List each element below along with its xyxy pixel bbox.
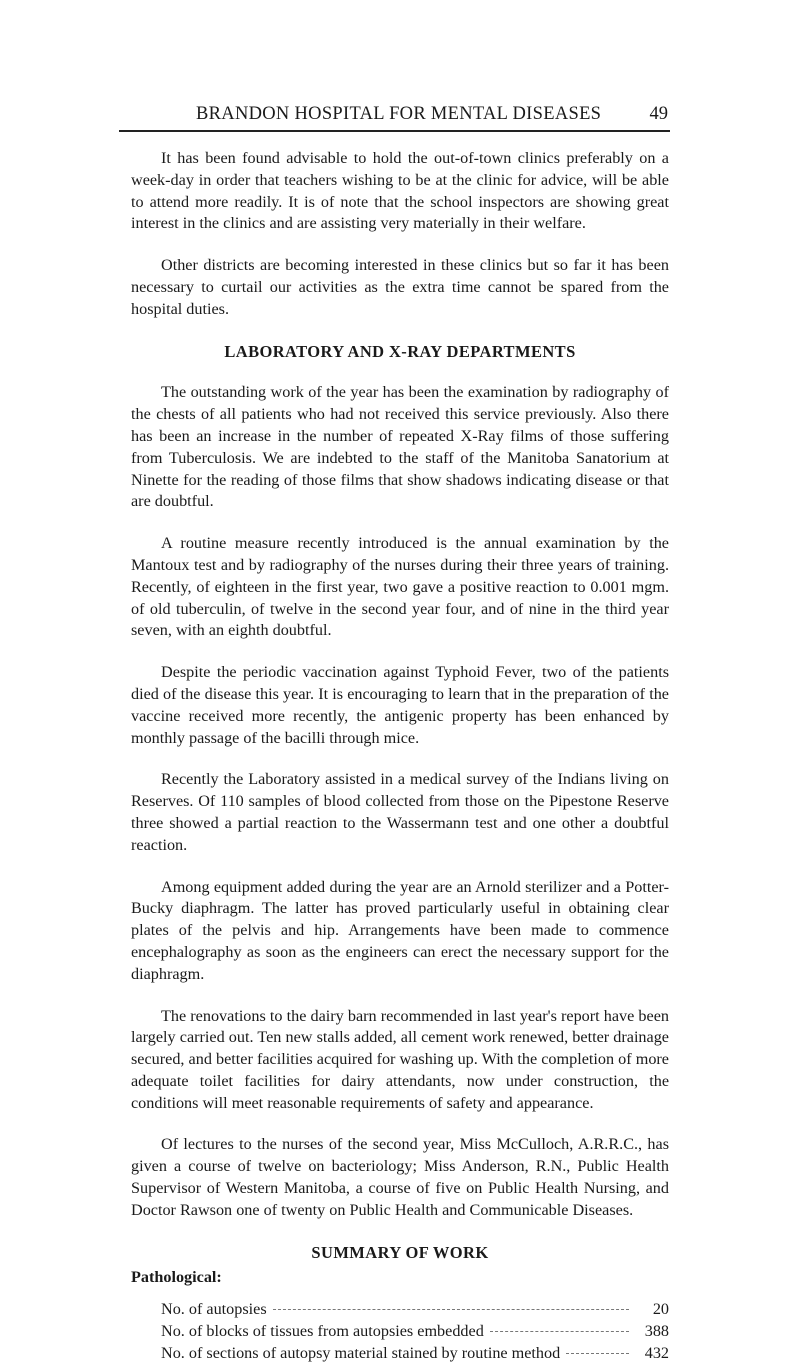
paragraph: Among equipment added during the year are an Arnold sterilizer and a Potter-Bucky diaphragm. The latter has proved particularly useful in obtaining clear plates of the pelvis and hip. Arrangements have been made to commence encephalography as soon as the engineers can erect the necessary support for the diaphragm. [131, 877, 669, 983]
dot-leader [566, 1353, 629, 1354]
page-number: 49 [649, 104, 668, 124]
paragraph: Of lectures to the nurses of the second year, Miss McCulloch, A.R.R.C., has given a course of twelve on bacteriology; Miss Anderson, R.N., Public Health Supervisor of Western Manitoba, a course of five on Public Health Nursing, and Doctor Rawson one of twenty on Public Health and Communicable Diseases. [131, 1135, 669, 1219]
paragraph: Recently the Laboratory assisted in a medical survey of the Indians living on Reserves. Of 110 samples of blood collected from those on the Pipestone Reserve three showed a partial reaction to the Wassermann test and one other a doubtful reaction. [131, 770, 669, 854]
dot-leader [490, 1331, 629, 1332]
summary-value: 432 [644, 1343, 669, 1362]
paragraph: Despite the periodic vaccination against Typhoid Fever, two of the patients died of the disease this year. It is encouraging to learn that in the preparation of the vaccine received more recently, the antigenic property has been enhanced by monthly passage of the bacilli through mice. [131, 663, 669, 747]
summary-row [161, 1321, 669, 1343]
running-title: BRANDON HOSPITAL FOR MENTAL DISEASES [196, 104, 602, 124]
summary-label: No. of sections of autopsy material stained by routine method [161, 1343, 561, 1362]
paragraph: A routine measure recently introduced is the annual examination by the Mantoux test and by radiography of the nurses during their three years of training. Recently, of eighteen in the first year, two gave a positive reaction to 0.001 mgm. of old tuberculin, of twelve in the second year four, and of nine in the third year seven, with an eighth doubtful. [131, 534, 669, 640]
page-header [112, 104, 668, 128]
summary-value: 388 [644, 1322, 669, 1341]
dot-leader [273, 1309, 629, 1310]
header-rule [119, 130, 670, 132]
paragraph: The renovations to the dairy barn recommended in last year's report have been largely carried out. Ten new stalls added, all cement work renewed, better drainage secured, and better facilities acquired for washing up. With the completion of more adequate toilet facilities for dairy attendants, now under construction, the conditions will meet reasonable requirements of safety and appearance. [131, 1006, 669, 1112]
summary-value: 20 [652, 1300, 669, 1319]
paragraph: Other districts are becoming interested in these clinics but so far it has been necessary to curtail our activities as the extra time cannot be spared from the hospital duties. [131, 256, 669, 318]
summary-list [161, 1299, 669, 1364]
paragraph: The outstanding work of the year has been the examination by radiography of the chests of all patients who had not received this service previously. Also there has been an increase in the number of repeated X-Ray films of those suffering from Tuberculosis. We are indebted to the staff of the Manitoba Sanatorium at Ninette for the reading of those films that show shadows indicating disease or that are doubtful. [131, 383, 669, 511]
summary-label: No. of blocks of tissues from autopsies embedded [161, 1322, 484, 1341]
summary-row [161, 1343, 669, 1365]
summary-label: No. of autopsies [161, 1300, 267, 1319]
summary-row [161, 1299, 669, 1321]
summary-heading: SUMMARY OF WORK [311, 1242, 489, 1262]
body-text [131, 148, 669, 1365]
summary-subheading: Pathological: [131, 1268, 222, 1287]
section-heading: LABORATORY AND X-RAY DEPARTMENTS [224, 341, 576, 361]
paragraph: It has been found advisable to hold the out-of-town clinics preferably on a week-day in order that teachers wishing to be at the clinic for advice, will be able to attend more readily. It is of note that the school inspectors are showing great interest in the clinics and are assisting very materially in their welfare. [131, 149, 669, 233]
